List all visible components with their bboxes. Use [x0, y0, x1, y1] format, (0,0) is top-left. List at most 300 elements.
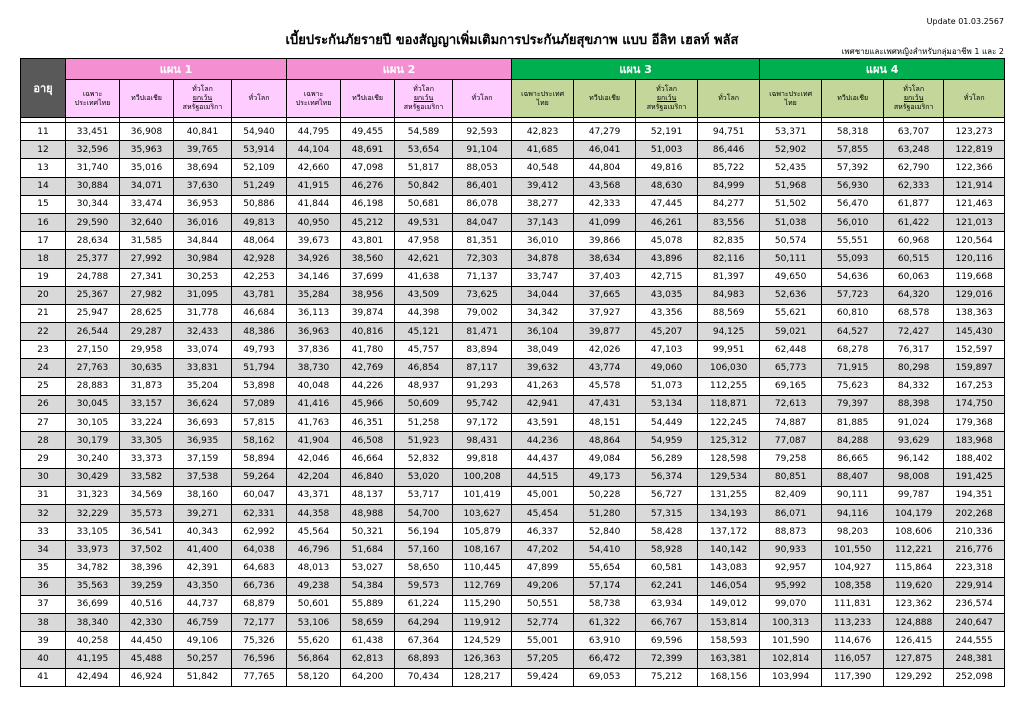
premium-cell: 57,815	[232, 414, 287, 432]
plan-4-worldwide-ex-us-header: ทั่วโลก ยกเว้น สหรัฐอเมริกา	[884, 80, 944, 118]
premium-cell: 39,259	[120, 577, 174, 595]
premium-cell: 113,233	[822, 614, 884, 632]
premium-cell: 53,898	[232, 377, 287, 395]
table-row	[21, 395, 1005, 413]
premium-cell: 30,429	[66, 468, 120, 486]
premium-cell: 115,864	[884, 559, 944, 577]
premium-cell: 51,794	[232, 359, 287, 377]
table-row	[21, 323, 1005, 341]
age-cell: 18	[21, 250, 66, 268]
premium-cell: 37,630	[174, 177, 232, 195]
premium-cell: 80,298	[884, 359, 944, 377]
premium-cell: 55,889	[341, 595, 395, 613]
premium-cell: 45,001	[512, 486, 574, 504]
premium-cell: 131,255	[698, 486, 760, 504]
plan-1-worldwide-header: ทั่วโลก	[232, 80, 287, 118]
plan-1-header: แผน 1	[66, 59, 287, 80]
premium-cell: 53,020	[395, 468, 453, 486]
table-row	[21, 541, 1005, 559]
premium-cell: 106,030	[698, 359, 760, 377]
premium-cell: 34,844	[174, 232, 232, 250]
premium-cell: 47,103	[636, 341, 698, 359]
age-cell: 41	[21, 668, 66, 686]
premium-cell: 53,134	[636, 395, 698, 413]
premium-cell: 121,013	[944, 213, 1005, 231]
plan-3-header: แผน 3	[512, 59, 760, 80]
premium-cell: 101,590	[760, 632, 822, 650]
plan-header-row	[21, 59, 1005, 80]
premium-cell: 41,844	[287, 195, 341, 213]
premium-cell: 46,276	[341, 177, 395, 195]
premium-cell: 88,873	[760, 523, 822, 541]
premium-cell: 88,569	[698, 304, 760, 322]
premium-cell: 33,474	[120, 195, 174, 213]
premium-cell: 46,261	[636, 213, 698, 231]
premium-cell: 34,146	[287, 268, 341, 286]
age-cell: 40	[21, 650, 66, 668]
premium-cell: 52,435	[760, 159, 822, 177]
premium-cell: 69,596	[636, 632, 698, 650]
premium-cell: 36,113	[287, 304, 341, 322]
premium-cell: 49,650	[760, 268, 822, 286]
premium-cell: 60,581	[636, 559, 698, 577]
premium-cell: 37,665	[574, 286, 636, 304]
premium-cell: 27,763	[66, 359, 120, 377]
premium-cell: 58,738	[574, 595, 636, 613]
premium-cell: 57,723	[822, 286, 884, 304]
premium-cell: 86,665	[822, 450, 884, 468]
premium-cell: 138,363	[944, 304, 1005, 322]
age-cell: 16	[21, 213, 66, 231]
premium-cell: 48,137	[341, 486, 395, 504]
premium-cell: 66,736	[232, 577, 287, 595]
premium-cell: 129,016	[944, 286, 1005, 304]
premium-cell: 51,923	[395, 432, 453, 450]
premium-cell: 119,620	[884, 577, 944, 595]
premium-cell: 25,377	[66, 250, 120, 268]
premium-cell: 91,104	[453, 141, 512, 159]
premium-cell: 29,590	[66, 213, 120, 231]
premium-cell: 98,431	[453, 432, 512, 450]
premium-cell: 194,351	[944, 486, 1005, 504]
premium-cell: 69,053	[574, 668, 636, 686]
premium-cell: 25,947	[66, 304, 120, 322]
premium-table-body	[21, 118, 1005, 687]
premium-cell: 57,392	[822, 159, 884, 177]
premium-cell: 118,871	[698, 395, 760, 413]
age-cell: 26	[21, 395, 66, 413]
table-row	[21, 650, 1005, 668]
premium-cell: 37,699	[341, 268, 395, 286]
premium-cell: 32,229	[66, 504, 120, 522]
premium-cell: 61,877	[884, 195, 944, 213]
premium-cell: 43,509	[395, 286, 453, 304]
premium-cell: 55,620	[287, 632, 341, 650]
premium-cell: 101,550	[822, 541, 884, 559]
premium-cell: 61,322	[574, 614, 636, 632]
premium-cell: 30,179	[66, 432, 120, 450]
premium-cell: 99,951	[698, 341, 760, 359]
table-row	[21, 232, 1005, 250]
premium-cell: 44,398	[395, 304, 453, 322]
premium-cell: 73,625	[453, 286, 512, 304]
table-row	[21, 159, 1005, 177]
premium-cell: 50,681	[395, 195, 453, 213]
premium-cell: 81,471	[453, 323, 512, 341]
premium-cell: 50,609	[395, 395, 453, 413]
premium-cell: 80,851	[760, 468, 822, 486]
plan-3-worldwide-ex-us-header: ทั่วโลก ยกเว้น สหรัฐอเมริกา	[636, 80, 698, 118]
premium-cell: 44,795	[287, 123, 341, 141]
premium-cell: 58,318	[822, 123, 884, 141]
premium-cell: 36,953	[174, 195, 232, 213]
premium-cell: 51,817	[395, 159, 453, 177]
plan-4-thailand-header: เฉพาะประเทศ ไทย	[760, 80, 822, 118]
age-cell: 30	[21, 468, 66, 486]
premium-cell: 76,596	[232, 650, 287, 668]
premium-cell: 60,515	[884, 250, 944, 268]
premium-cell: 50,601	[287, 595, 341, 613]
premium-cell: 61,224	[395, 595, 453, 613]
premium-cell: 38,730	[287, 359, 341, 377]
premium-cell: 30,635	[120, 359, 174, 377]
premium-cell: 108,606	[884, 523, 944, 541]
premium-cell: 36,010	[512, 232, 574, 250]
premium-cell: 191,425	[944, 468, 1005, 486]
premium-cell: 54,940	[232, 123, 287, 141]
premium-cell: 116,057	[822, 650, 884, 668]
premium-cell: 50,551	[512, 595, 574, 613]
premium-cell: 28,634	[66, 232, 120, 250]
premium-cell: 153,814	[698, 614, 760, 632]
premium-cell: 34,044	[512, 286, 574, 304]
premium-cell: 33,582	[120, 468, 174, 486]
premium-cell: 45,454	[512, 504, 574, 522]
premium-cell: 244,555	[944, 632, 1005, 650]
premium-cell: 59,021	[760, 323, 822, 341]
premium-cell: 81,397	[698, 268, 760, 286]
premium-cell: 104,179	[884, 504, 944, 522]
premium-cell: 45,078	[636, 232, 698, 250]
premium-cell: 146,054	[698, 577, 760, 595]
premium-cell: 37,502	[120, 541, 174, 559]
premium-cell: 119,912	[453, 614, 512, 632]
premium-cell: 55,621	[760, 304, 822, 322]
premium-cell: 82,116	[698, 250, 760, 268]
premium-cell: 86,078	[453, 195, 512, 213]
premium-cell: 55,093	[822, 250, 884, 268]
premium-cell: 102,814	[760, 650, 822, 668]
premium-cell: 38,560	[341, 250, 395, 268]
premium-cell: 92,957	[760, 559, 822, 577]
premium-cell: 38,694	[174, 159, 232, 177]
premium-cell: 29,287	[120, 323, 174, 341]
table-row	[21, 304, 1005, 322]
premium-cell: 143,083	[698, 559, 760, 577]
premium-cell: 129,534	[698, 468, 760, 486]
premium-cell: 74,887	[760, 414, 822, 432]
premium-cell: 54,589	[395, 123, 453, 141]
premium-cell: 45,212	[341, 213, 395, 231]
premium-cell: 30,240	[66, 450, 120, 468]
premium-cell: 96,142	[884, 450, 944, 468]
premium-cell: 55,654	[574, 559, 636, 577]
table-row	[21, 450, 1005, 468]
premium-cell: 46,684	[232, 304, 287, 322]
table-row	[21, 359, 1005, 377]
premium-cell: 174,750	[944, 395, 1005, 413]
premium-cell: 248,381	[944, 650, 1005, 668]
table-row	[21, 523, 1005, 541]
premium-cell: 111,831	[822, 595, 884, 613]
premium-cell: 44,804	[574, 159, 636, 177]
premium-cell: 49,238	[287, 577, 341, 595]
premium-cell: 41,263	[512, 377, 574, 395]
premium-cell: 33,224	[120, 414, 174, 432]
premium-cell: 46,664	[341, 450, 395, 468]
premium-cell: 46,924	[120, 668, 174, 686]
premium-cell: 48,988	[341, 504, 395, 522]
premium-cell: 53,106	[287, 614, 341, 632]
premium-cell: 65,773	[760, 359, 822, 377]
table-row	[21, 504, 1005, 522]
premium-cell: 36,908	[120, 123, 174, 141]
premium-cell: 84,999	[698, 177, 760, 195]
premium-cell: 36,541	[120, 523, 174, 541]
premium-cell: 85,722	[698, 159, 760, 177]
table-row	[21, 195, 1005, 213]
premium-cell: 42,660	[287, 159, 341, 177]
premium-cell: 38,049	[512, 341, 574, 359]
premium-cell: 51,280	[574, 504, 636, 522]
premium-cell: 112,221	[884, 541, 944, 559]
premium-cell: 120,116	[944, 250, 1005, 268]
table-row	[21, 577, 1005, 595]
premium-cell: 159,897	[944, 359, 1005, 377]
premium-cell: 46,796	[287, 541, 341, 559]
premium-cell: 56,470	[822, 195, 884, 213]
premium-cell: 44,236	[512, 432, 574, 450]
age-cell: 21	[21, 304, 66, 322]
premium-cell: 240,647	[944, 614, 1005, 632]
premium-cell: 92,593	[453, 123, 512, 141]
premium-cell: 54,410	[574, 541, 636, 559]
premium-cell: 58,120	[287, 668, 341, 686]
premium-cell: 31,740	[66, 159, 120, 177]
plan-1-asia-header: ทวีปเอเชีย	[120, 80, 174, 118]
premium-cell: 71,137	[453, 268, 512, 286]
table-row	[21, 486, 1005, 504]
premium-cell: 43,350	[174, 577, 232, 595]
premium-cell: 128,217	[453, 668, 512, 686]
plan-2-thailand-header: เฉพาะ ประเทศไทย	[287, 80, 341, 118]
age-cell: 19	[21, 268, 66, 286]
premium-cell: 58,650	[395, 559, 453, 577]
premium-cell: 33,105	[66, 523, 120, 541]
premium-cell: 163,381	[698, 650, 760, 668]
premium-cell: 41,915	[287, 177, 341, 195]
premium-cell: 51,258	[395, 414, 453, 432]
premium-cell: 82,835	[698, 232, 760, 250]
premium-cell: 72,427	[884, 323, 944, 341]
premium-cell: 103,994	[760, 668, 822, 686]
premium-cell: 43,035	[636, 286, 698, 304]
premium-cell: 41,685	[512, 141, 574, 159]
premium-cell: 41,416	[287, 395, 341, 413]
premium-cell: 54,384	[341, 577, 395, 595]
table-row	[21, 632, 1005, 650]
premium-cell: 100,208	[453, 468, 512, 486]
premium-cell: 51,038	[760, 213, 822, 231]
premium-cell: 57,855	[822, 141, 884, 159]
age-cell: 22	[21, 323, 66, 341]
premium-cell: 44,737	[174, 595, 232, 613]
premium-cell: 36,624	[174, 395, 232, 413]
premium-cell: 86,401	[453, 177, 512, 195]
premium-cell: 50,111	[760, 250, 822, 268]
premium-cell: 62,241	[636, 577, 698, 595]
premium-cell: 42,494	[66, 668, 120, 686]
update-date: Update 01.03.2567	[926, 17, 1004, 26]
premium-cell: 115,290	[453, 595, 512, 613]
plan-1-worldwide-ex-us-header: ทั่วโลก ยกเว้น สหรัฐอเมริกา	[174, 80, 232, 118]
premium-cell: 49,106	[174, 632, 232, 650]
premium-cell: 32,640	[120, 213, 174, 231]
age-cell: 27	[21, 414, 66, 432]
premium-cell: 90,933	[760, 541, 822, 559]
premium-cell: 56,289	[636, 450, 698, 468]
age-cell: 37	[21, 595, 66, 613]
premium-cell: 41,763	[287, 414, 341, 432]
premium-cell: 94,751	[698, 123, 760, 141]
plan-2-header: แผน 2	[287, 59, 512, 80]
premium-cell: 47,899	[512, 559, 574, 577]
premium-cell: 44,358	[287, 504, 341, 522]
premium-cell: 40,548	[512, 159, 574, 177]
premium-cell: 124,529	[453, 632, 512, 650]
premium-cell: 47,279	[574, 123, 636, 141]
premium-cell: 30,884	[66, 177, 120, 195]
premium-cell: 121,463	[944, 195, 1005, 213]
premium-cell: 43,774	[574, 359, 636, 377]
premium-cell: 27,150	[66, 341, 120, 359]
premium-cell: 51,003	[636, 141, 698, 159]
premium-cell: 60,047	[232, 486, 287, 504]
premium-cell: 38,634	[574, 250, 636, 268]
premium-cell: 53,717	[395, 486, 453, 504]
premium-cell: 24,788	[66, 268, 120, 286]
premium-cell: 49,531	[395, 213, 453, 231]
premium-cell: 43,591	[512, 414, 574, 432]
age-cell: 38	[21, 614, 66, 632]
premium-cell: 49,813	[232, 213, 287, 231]
premium-cell: 33,157	[120, 395, 174, 413]
age-cell: 32	[21, 504, 66, 522]
premium-cell: 33,973	[66, 541, 120, 559]
premium-cell: 119,668	[944, 268, 1005, 286]
premium-cell: 56,010	[822, 213, 884, 231]
premium-cell: 37,403	[574, 268, 636, 286]
premium-cell: 38,340	[66, 614, 120, 632]
premium-cell: 210,336	[944, 523, 1005, 541]
premium-cell: 117,390	[822, 668, 884, 686]
plan-3-worldwide-header: ทั่วโลก	[698, 80, 760, 118]
premium-cell: 101,419	[453, 486, 512, 504]
premium-cell: 54,449	[636, 414, 698, 432]
premium-cell: 104,927	[822, 559, 884, 577]
premium-cell: 50,228	[574, 486, 636, 504]
premium-cell: 34,926	[287, 250, 341, 268]
plan-3-thailand-header: เฉพาะประเทศ ไทย	[512, 80, 574, 118]
premium-cell: 59,264	[232, 468, 287, 486]
premium-cell: 47,958	[395, 232, 453, 250]
premium-cell: 52,636	[760, 286, 822, 304]
premium-cell: 42,823	[512, 123, 574, 141]
table-row	[21, 668, 1005, 686]
premium-cell: 39,271	[174, 504, 232, 522]
premium-cell: 83,556	[698, 213, 760, 231]
premium-cell: 39,673	[287, 232, 341, 250]
age-cell: 34	[21, 541, 66, 559]
premium-cell: 48,630	[636, 177, 698, 195]
plan-1-thailand-header: เฉพาะ ประเทศไทย	[66, 80, 120, 118]
premium-cell: 66,472	[574, 650, 636, 668]
coverage-header-row	[21, 80, 1005, 118]
premium-cell: 84,277	[698, 195, 760, 213]
premium-cell: 46,041	[574, 141, 636, 159]
premium-cell: 45,121	[395, 323, 453, 341]
premium-cell: 45,564	[287, 523, 341, 541]
premium-cell: 56,727	[636, 486, 698, 504]
table-row	[21, 414, 1005, 432]
plan-4-header: แผน 4	[760, 59, 1005, 80]
premium-cell: 42,621	[395, 250, 453, 268]
premium-cell: 216,776	[944, 541, 1005, 559]
age-cell: 31	[21, 486, 66, 504]
premium-cell: 49,206	[512, 577, 574, 595]
premium-cell: 37,927	[574, 304, 636, 322]
premium-cell: 61,422	[884, 213, 944, 231]
premium-cell: 57,089	[232, 395, 287, 413]
premium-cell: 27,341	[120, 268, 174, 286]
premium-cell: 62,790	[884, 159, 944, 177]
premium-cell: 38,396	[120, 559, 174, 577]
premium-cell: 75,326	[232, 632, 287, 650]
premium-cell: 59,424	[512, 668, 574, 686]
premium-cell: 30,344	[66, 195, 120, 213]
premium-cell: 51,842	[174, 668, 232, 686]
premium-cell: 40,258	[66, 632, 120, 650]
premium-cell: 56,864	[287, 650, 341, 668]
premium-cell: 114,676	[822, 632, 884, 650]
premium-cell: 46,337	[512, 523, 574, 541]
premium-cell: 149,012	[698, 595, 760, 613]
premium-cell: 79,002	[453, 304, 512, 322]
premium-cell: 58,659	[341, 614, 395, 632]
premium-cell: 52,840	[574, 523, 636, 541]
premium-cell: 45,488	[120, 650, 174, 668]
premium-cell: 31,323	[66, 486, 120, 504]
premium-cell: 83,894	[453, 341, 512, 359]
premium-cell: 252,098	[944, 668, 1005, 686]
premium-cell: 37,159	[174, 450, 232, 468]
premium-cell: 33,305	[120, 432, 174, 450]
table-row	[21, 250, 1005, 268]
premium-cell: 48,013	[287, 559, 341, 577]
premium-cell: 58,162	[232, 432, 287, 450]
premium-cell: 52,774	[512, 614, 574, 632]
premium-cell: 43,356	[636, 304, 698, 322]
